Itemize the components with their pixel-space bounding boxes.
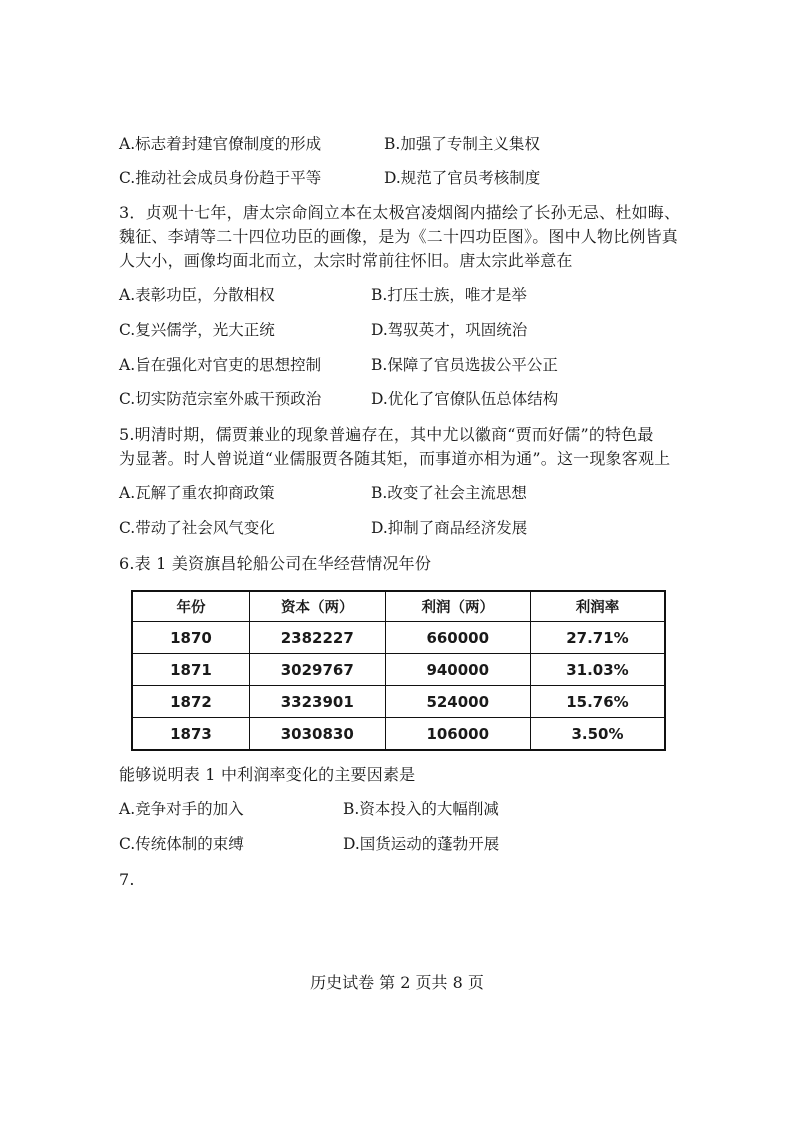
header-year: 年份 xyxy=(132,591,249,622)
table-row xyxy=(132,654,665,686)
q2-option-c: C.推动社会成员身份趋于平等 xyxy=(119,169,322,187)
q3-stem-line-3: 人大小，画像均面北而立，太宗时常前往怀旧。唐太宗此举意在 xyxy=(119,251,573,270)
q3-option-b: B.打压士族，唯才是举 xyxy=(371,286,527,304)
q2-option-b: B.加强了专制主义集权 xyxy=(384,135,540,153)
q2-option-a: A.标志着封建官僚制度的形成 xyxy=(119,135,322,153)
cell-profit: 940000 xyxy=(385,654,530,686)
q6-option-c: C.传统体制的束缚 xyxy=(119,835,244,853)
cell-capital: 3030830 xyxy=(249,718,385,751)
q4-option-b: B.保障了官员选拔公平公正 xyxy=(371,356,558,374)
cell-year: 1872 xyxy=(132,686,249,718)
header-profit: 利润（两） xyxy=(385,591,530,622)
cell-profit: 524000 xyxy=(385,686,530,718)
q4-option-d: D.优化了官僚队伍总体结构 xyxy=(371,390,559,408)
cell-profit-rate: 15.76% xyxy=(530,686,665,718)
cell-profit-rate: 27.71% xyxy=(530,622,665,654)
table-row xyxy=(132,718,665,751)
q5-stem-line-2: 为显著。时人曾说道“业儒服贾各随其矩，而事道亦相为通”。这一现象客观上 xyxy=(119,449,671,468)
cell-profit: 660000 xyxy=(385,622,530,654)
q6-option-a: A.竞争对手的加入 xyxy=(119,800,244,818)
table-row xyxy=(132,686,665,718)
q6-question: 能够说明表 1 中利润率变化的主要因素是 xyxy=(119,765,416,784)
q2-option-d: D.规范了官员考核制度 xyxy=(384,169,541,187)
table-row xyxy=(132,622,665,654)
q6-table-caption: 6.表 1 美资旗昌轮船公司在华经营情况年份 xyxy=(119,554,432,573)
q3-option-a: A.表彰功臣，分散相权 xyxy=(119,286,275,304)
q6-option-b: B.资本投入的大幅削减 xyxy=(343,800,499,818)
q5-option-c: C.带动了社会风气变化 xyxy=(119,519,275,537)
cell-profit-rate: 3.50% xyxy=(530,718,665,751)
cell-capital: 3029767 xyxy=(249,654,385,686)
q7-label: 7. xyxy=(119,870,135,889)
q3-option-d: D.驾驭英才，巩固统治 xyxy=(371,321,528,339)
table-header-row xyxy=(132,591,665,622)
cell-year: 1871 xyxy=(132,654,249,686)
q3-stem-line-2: 魏征、李靖等二十四位功臣的画像，是为《二十四功臣图》。图中人物比例皆真 xyxy=(119,227,679,246)
cell-profit: 106000 xyxy=(385,718,530,751)
cell-profit-rate: 31.03% xyxy=(530,654,665,686)
q4-option-c: C.切实防范宗室外戚干预政治 xyxy=(119,390,322,408)
cell-year: 1873 xyxy=(132,718,249,751)
data-table xyxy=(131,590,666,751)
q3-option-c: C.复兴儒学，光大正统 xyxy=(119,321,275,339)
cell-capital: 3323901 xyxy=(249,686,385,718)
q6-option-d: D.国货运动的蓬勃开展 xyxy=(343,835,500,853)
q3-stem-line-1: 3．贞观十七年，唐太宗命阎立本在太极宫凌烟阁内描绘了长孙无忌、杜如晦、 xyxy=(119,203,681,222)
header-profit-rate: 利润率 xyxy=(530,591,665,622)
q5-option-a: A.瓦解了重农抑商政策 xyxy=(119,484,275,502)
q5-option-b: B.改变了社会主流思想 xyxy=(371,484,527,502)
cell-capital: 2382227 xyxy=(249,622,385,654)
header-capital: 资本（两） xyxy=(249,591,385,622)
q4-option-a: A.旨在强化对官吏的思想控制 xyxy=(119,356,322,374)
q5-stem-line-1: 5.明清时期，儒贾兼业的现象普遍存在，其中尤以徽商“贾而好儒”的特色最 xyxy=(119,425,654,444)
cell-year: 1870 xyxy=(132,622,249,654)
q5-option-d: D.抑制了商品经济发展 xyxy=(371,519,528,537)
page-footer: 历史试卷 第 2 页共 8 页 xyxy=(310,973,484,992)
